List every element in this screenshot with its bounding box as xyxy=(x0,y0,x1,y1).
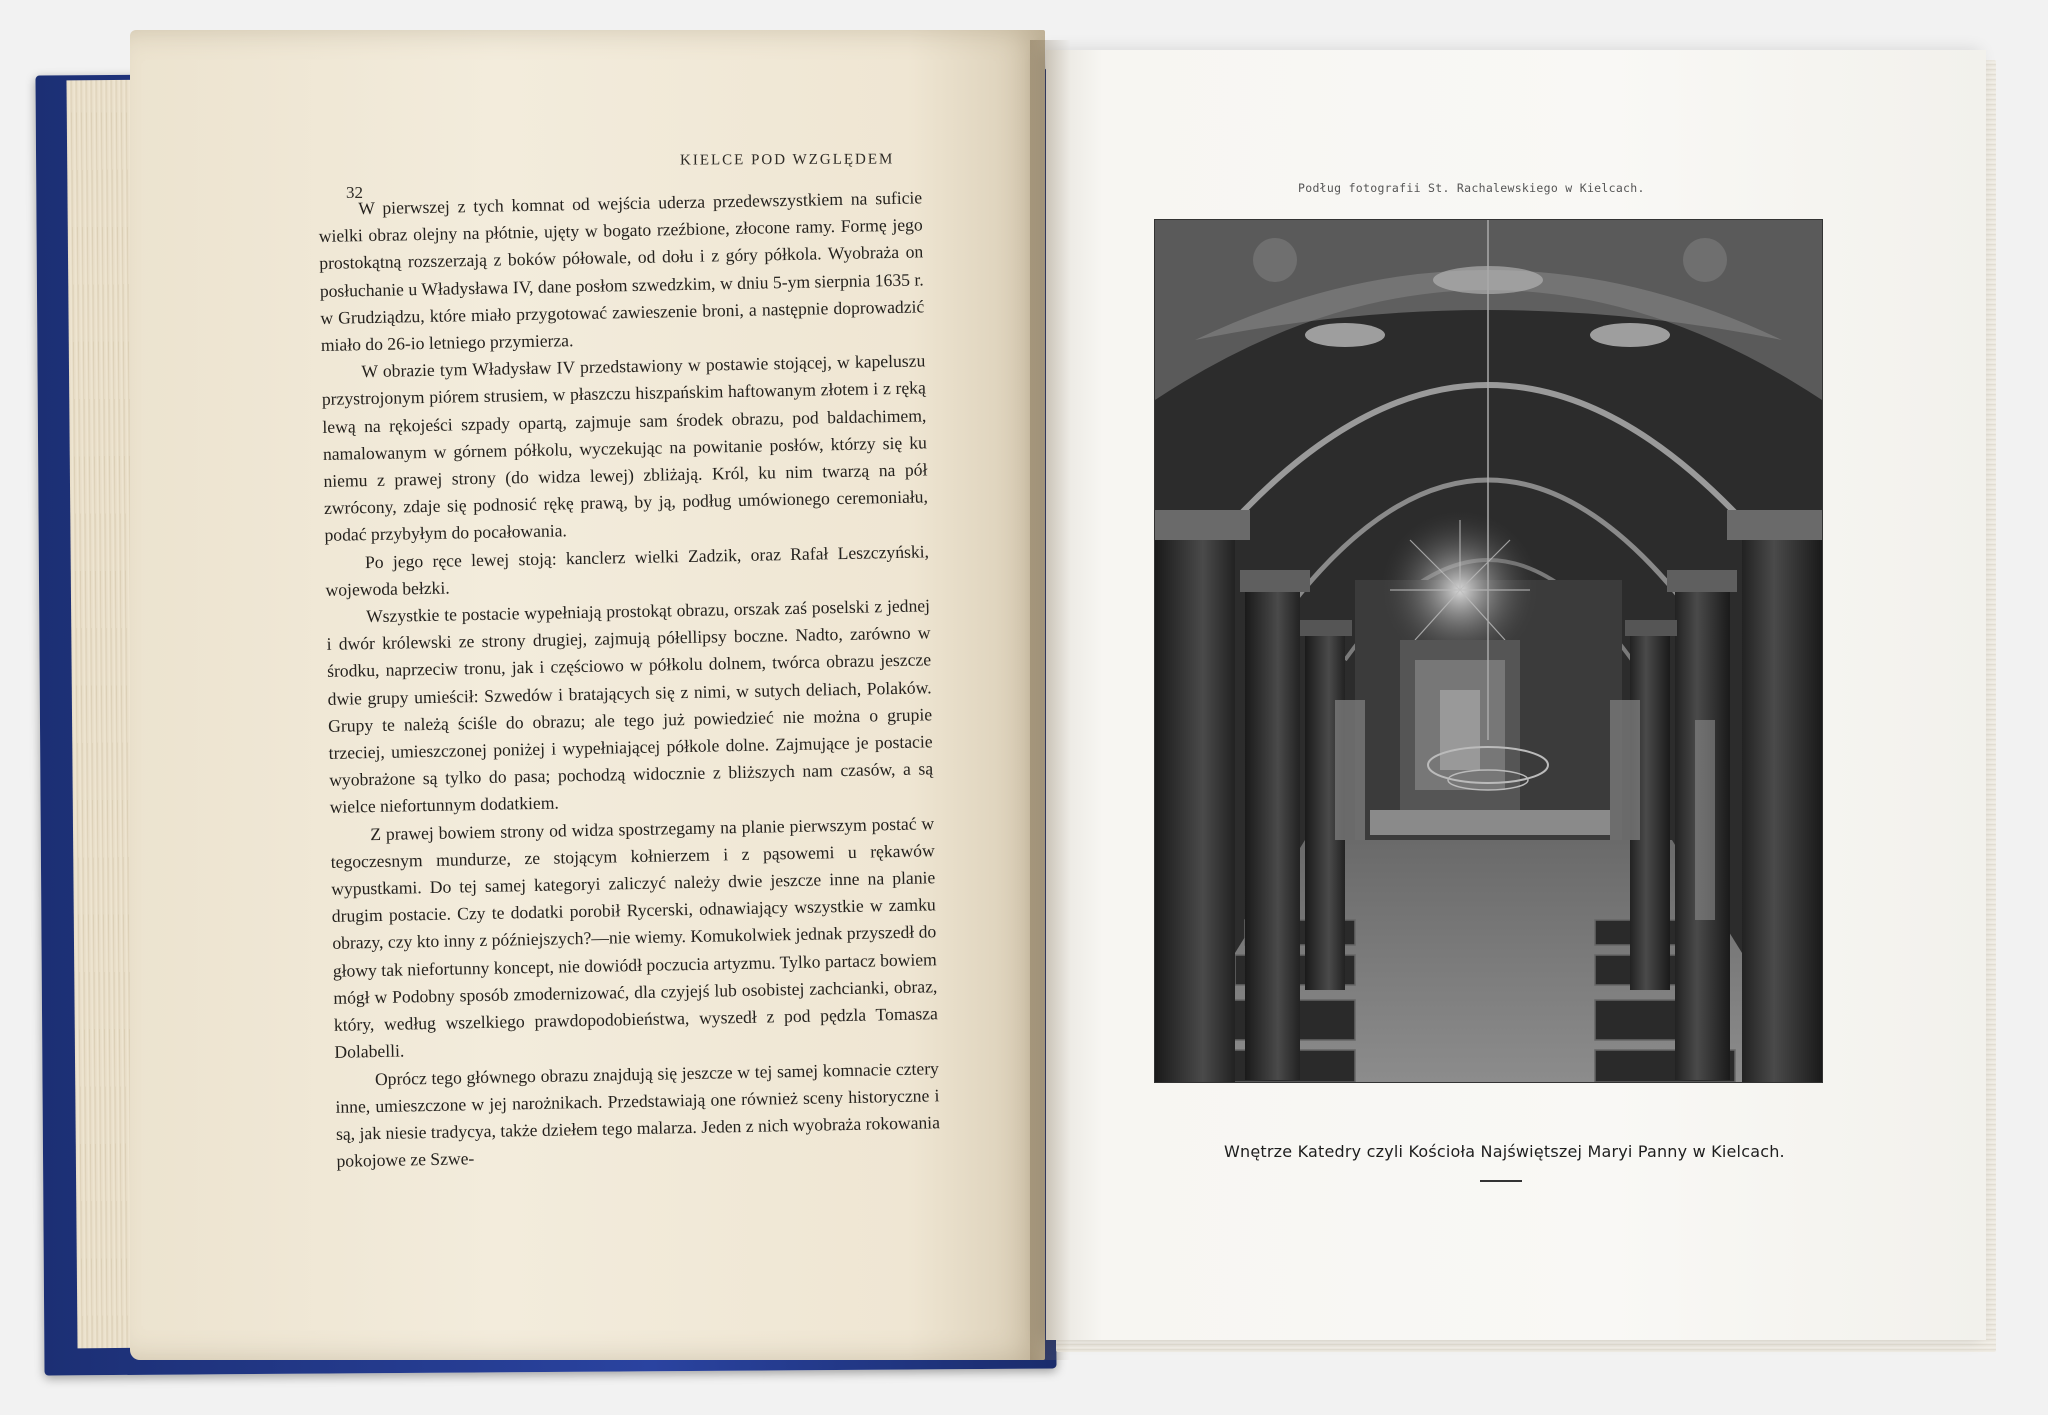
paragraph: Z prawej bowiem strony od widza spostrzegamy na planie pierwszym postać w tegoczesnym mundurze, ze stojącym kołnierzem i z pąsowemi u rękawów wypustkami. Do tej samej kategoryi zaliczyć należy dwie jeszcze inne na planie drugim postacie. Czy te dodatki porobił Rycerski, odnawiający wszystkie w zamku obrazy, czy kto inny z późniejszych?—nie wiemy. Komukolwiek jednak przyszedł do głowy tak niefortunny koncept, nie dowiódł poczucia artyzmu. Tylko partacz bowiem mógł w Podobny sposób zmodernizować, dla czyjejś lub osobistej zachcianki, obraz, który, według wszelkiego prawdopodobieństwa, wyszedł z pod pędzla Tomasza Dolabelli. xyxy=(330,812,938,1063)
cathedral-photograph xyxy=(1155,220,1822,1082)
book-gutter xyxy=(1030,40,1070,1360)
paragraph: Po jego ręce lewej stoją: kanclerz wielki Zadzik, oraz Rafał Leszczyński, wojewoda bełzki. xyxy=(325,540,930,600)
paragraph: Oprócz tego głównego obrazu znajdują się jeszcze w tej samej komnacie cztery inne, umieszczone w jej narożnikach. Przedstawiają one również sceny historyczne i są, jak niesie tradycya, także dziełem tego malarza. Jeden z nich wyobraża rokowania pokojowe ze Szwe- xyxy=(335,1057,941,1171)
page-number: 32 xyxy=(346,183,363,202)
paragraph: W pierwszej z tych komnat od wejścia uderza przedewszystkiem na suficie wielki obraz olejny na płótnie, ujęty w bogato rzeźbione, złocone ramy. Formę jego prostokątną rozszerzają z boków półowale, od dołu i z góry półkola. Wyobraża on posłuchanie u Władysława IV, dane posłom szwedzkim, w dniu 5-ym sierpnia 1635 r. w Grudziądzu, które miało przygotować zawieszenie broni, a następnie doprowadzić miało do 26-io letniego przymierza. xyxy=(318,187,925,355)
paragraph: W obrazie tym Władysław IV przedstawiony w postawie stojącej, w kapeluszu przystrojonym piórem strusiem, w płaszczu hiszpańskim haftowanym złotem i z ręką lewą na rękojeści szpady opartą, zajmuje sam środek obrazu, pod baldachimem, namalowanym w górnem półkolu, wyczekując na powitanie posłów, którzy się ku niemu z prawej strony (do widza lewej) zbliżają. Król, ku nim twarzą na pół zwrócony, zdaje się podnosić rękę prawą, by ją, podług umówionego ceremoniału, podać przybyłym do pocałowania. xyxy=(321,350,929,546)
photo-credit: Podług fotografii St. Rachalewskiego w Kielcach. xyxy=(1298,181,1645,195)
caption-rule xyxy=(1480,1180,1522,1182)
paragraph: Wszystkie te postacie wypełniają prostokąt obrazu, orszak zaś poselski z jednej i dwór królewski ze strony drugiej, zajmują półellipsy boczne. Nadto, zarówno w środku, naprzeciw tronu, jak i częściowo w półkolu dolnem, twórca obrazu jeszcze dwie grupy umieścił: Szwedów i bratających się z nimi, w sutych deliach, Polaków. Grupy te należą ściśle do obrazu; ale tego już powiedzieć nie można o grupie trzeciej, umieszczonej poniżej i wypełniającej półkole dolne. Zajmujące je postacie wyobrażone są tylko do pasa; pochodzą widocznie z bliższych nam czasów, a są wielce niefortunnym dodatkiem. xyxy=(326,595,934,818)
photo-caption: Wnętrze Katedry czyli Kościoła Najświętszej Maryi Panny w Kielcach. xyxy=(1224,1142,1785,1161)
running-head: KIELCE POD WZGLĘDEM xyxy=(679,151,895,169)
body-text xyxy=(318,184,941,1175)
